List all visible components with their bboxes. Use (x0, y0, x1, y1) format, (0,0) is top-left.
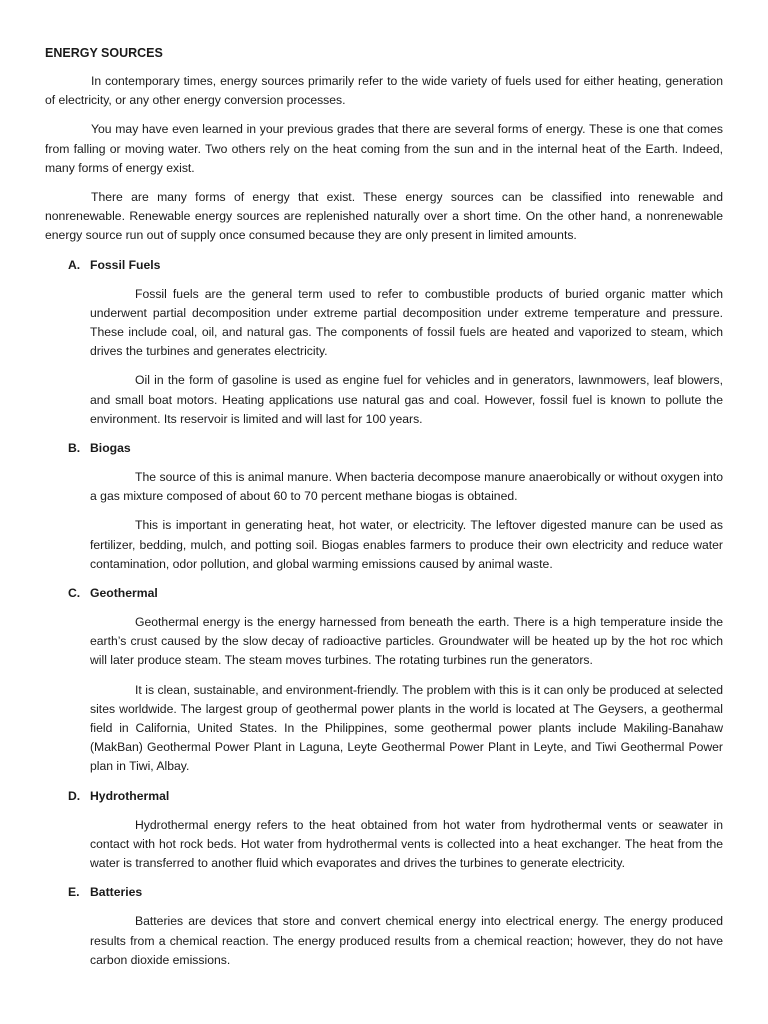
section-letter: E. (68, 885, 80, 900)
intro-paragraph: There are many forms of energy that exist. These energy sources can be classified into renewable and nonrenewable. Renewable energy sources are replenished naturally over a short time. On the other hand, a nonrenewable energy source run out of supply once consumed because they are only present in limited amounts. (45, 190, 723, 243)
section-paragraph: Hydrothermal energy refers to the heat obtained from hot water from hydrothermal vents or seawater in contact with hot rock beds. Hot water from hydrothermal vents is collected into a heat exchanger. The heat from the water is transferred to another fluid which evaporates and drives the turbines to generate electricity. (90, 817, 723, 871)
section-heading (45, 787, 723, 806)
section-paragraph: Geothermal energy is the energy harnessed from beneath the earth. There is a high temperature inside the earth’s crust caused by the slow decay of radioactive particles. Groundwater will be heated up by the hot roc which will later produce steam. The steam moves turbines. The rotating turbines run the generators. (90, 615, 723, 668)
section-fossil-fuels (45, 256, 723, 429)
section-paragraph: Fossil fuels are the general term used to refer to combustible products of buried organic matter which underwent partial decomposition under extreme partial decomposition under extreme temperature and pressure. These include coal, oil, and natural gas. The components of fossil fuels are heated and vaporized to steam, which drives the turbines and generates electricity. (90, 286, 723, 359)
document-page (45, 44, 723, 980)
section-title: Geothermal (90, 586, 158, 601)
section-paragraph: Batteries are devices that store and convert chemical energy into electrical energy. The energy produced results from a chemical reaction. The energy produced results from a chemical reaction; however, they do not have carbon dioxide emissions. (90, 914, 723, 967)
section-body (90, 912, 723, 970)
section-biogas (45, 439, 723, 574)
section-heading (45, 439, 723, 458)
section-body (90, 613, 723, 777)
section-title: Batteries (90, 885, 143, 900)
section-letter: D. (68, 788, 81, 803)
section-geothermal (45, 584, 723, 777)
intro-paragraph: You may have even learned in your previous grades that there are several forms of energy. These is one that comes from falling or moving water. Two others rely on the heat coming from the sun and in the internal heat of the Earth. Indeed, many forms of energy exist. (45, 122, 723, 175)
document-title: ENERGY SOURCES (45, 46, 163, 60)
section-body (90, 468, 723, 574)
section-title: Biogas (90, 441, 131, 456)
intro (45, 72, 723, 246)
section-batteries (45, 883, 723, 970)
intro-paragraph: In contemporary times, energy sources primarily refer to the wide variety of fuels used for either heating, generation of electricity, or any other energy conversion processes. (45, 74, 723, 108)
section-hydrothermal (45, 787, 723, 874)
section-heading (45, 584, 723, 603)
section-heading (45, 256, 723, 275)
section-paragraph: This is important in generating heat, hot water, or electricity. The leftover digested manure can be used as fertilizer, bedding, mulch, and potting soil. Biogas enables farmers to produce their own electricity and reduce water contamination, odor pollution, and global warming emissions caused by animal waste. (90, 518, 723, 571)
section-heading (45, 883, 723, 902)
section-letter: C. (68, 586, 81, 601)
section-title: Hydrothermal (90, 788, 170, 803)
section-letter: B. (68, 441, 81, 456)
section-body (90, 285, 723, 429)
section-paragraph: It is clean, sustainable, and environment-friendly. The problem with this is it can only be produced at selected sites worldwide. The largest group of geothermal power plants in the world is located at The Geysers, a geothermal field in California, United States. In the Philippines, some geothermal power plants include Makiling-Banahaw (MakBan) Geothermal Power Plant in Laguna, Leyte Geothermal Power Plant in Leyte, and Tiwi Geothermal Power plan in Tiwi, Albay. (90, 682, 723, 774)
section-letter: A. (68, 257, 81, 272)
section-title: Fossil Fuels (90, 257, 161, 272)
section-paragraph: The source of this is animal manure. When bacteria decompose manure anaerobically or without oxygen into a gas mixture composed of about 60 to 70 percent methane biogas is obtained. (90, 470, 723, 504)
section-paragraph: Oil in the form of gasoline is used as engine fuel for vehicles and in generators, lawnmowers, leaf blowers, and small boat motors. Heating applications use natural gas and coal. However, fossil fuel is known to pollute the environment. Its reservoir is limited and will last for 100 years. (90, 373, 723, 426)
section-body (90, 816, 723, 874)
